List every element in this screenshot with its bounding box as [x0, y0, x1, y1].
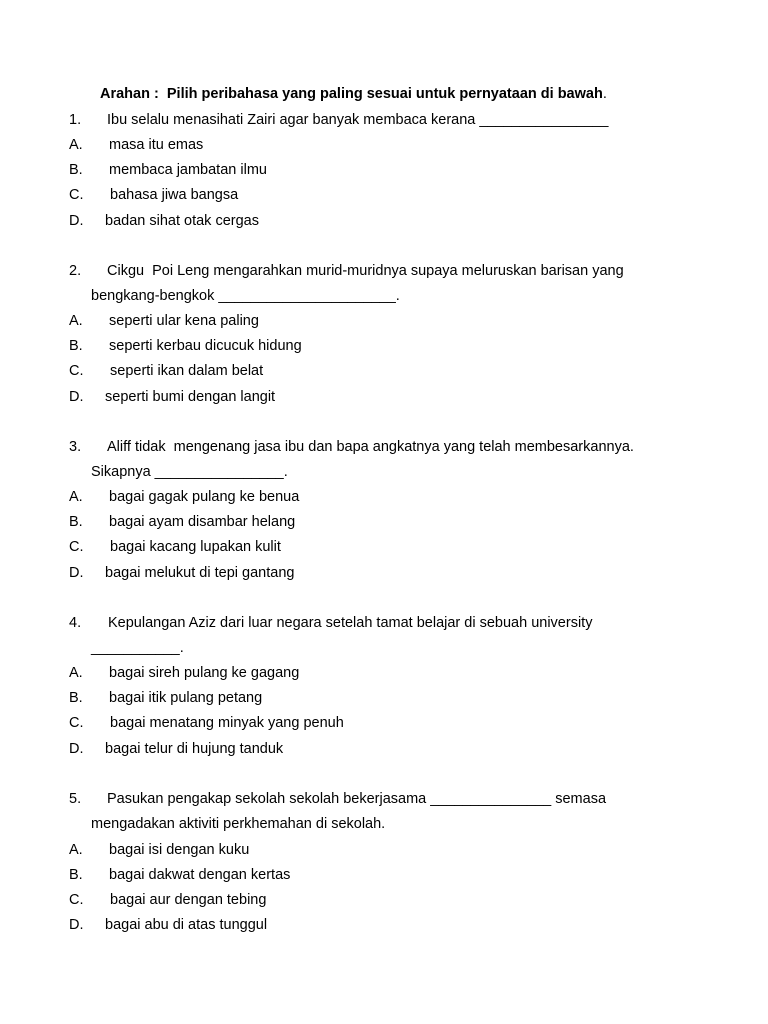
option-letter: A.	[69, 665, 83, 681]
question-text-continued: Sikapnya ________________.	[91, 464, 288, 480]
option-text: seperti ular kena paling	[109, 313, 259, 329]
option-text: badan sihat otak cergas	[105, 213, 259, 229]
option-text: bagai menatang minyak yang penuh	[110, 715, 344, 731]
option-letter: D.	[69, 565, 84, 581]
question-text-continued: ___________.	[91, 640, 184, 656]
option-letter: B.	[69, 867, 83, 883]
option-letter: D.	[69, 213, 84, 229]
question-text: Pasukan pengakap sekolah sekolah bekerjasama _______________ semasa	[107, 791, 607, 807]
question-text-continued: bengkang-bengkok ______________________.	[91, 288, 400, 304]
option-letter: A.	[69, 842, 83, 858]
question-text-continued: mengadakan aktiviti perkhemahan di sekolah.	[91, 816, 386, 832]
option-text: bagai sireh pulang ke gagang	[109, 665, 300, 681]
option-letter: D.	[69, 741, 84, 757]
option-text: bagai melukut di tepi gantang	[105, 565, 295, 581]
option-text: bagai itik pulang petang	[109, 690, 263, 706]
instruction-text: Pilih peribahasa yang paling sesuai untuk pernyataan di bawah	[166, 86, 603, 102]
option-text: bagai gagak pulang ke benua	[109, 489, 300, 505]
question-text: Cikgu Poi Leng mengarahkan murid-muridnya supaya meluruskan barisan yang	[107, 263, 624, 279]
option-text: bagai dakwat dengan kertas	[109, 867, 291, 883]
option-letter: B.	[69, 514, 83, 530]
option-letter: C.	[69, 363, 84, 379]
question-number: 2.	[69, 263, 82, 279]
question-number: 4.	[69, 615, 82, 631]
option-letter: D.	[69, 389, 84, 405]
option-letter: D.	[69, 917, 84, 933]
option-letter: C.	[69, 187, 84, 203]
option-text: bagai telur di hujung tanduk	[105, 741, 284, 757]
option-letter: A.	[69, 489, 83, 505]
question-text: Kepulangan Aziz dari luar negara setelah tamat belajar di sebuah university	[108, 615, 593, 631]
option-letter: A.	[69, 313, 83, 329]
option-text: bagai isi dengan kuku	[109, 842, 250, 858]
option-text: bagai abu di atas tunggul	[105, 917, 268, 933]
option-text: membaca jambatan ilmu	[109, 162, 267, 178]
option-text: bagai kacang lupakan kulit	[110, 539, 281, 555]
question-number: 5.	[69, 791, 82, 807]
question-text: Aliff tidak mengenang jasa ibu dan bapa angkatnya yang telah membesarkannya.	[107, 439, 634, 455]
instruction-label: Arahan :	[100, 86, 159, 102]
instruction-end: .	[602, 86, 607, 102]
option-letter: B.	[69, 162, 83, 178]
option-text: seperti ikan dalam belat	[110, 363, 264, 379]
option-text: bagai aur dengan tebing	[110, 892, 267, 908]
option-letter: C.	[69, 539, 84, 555]
instruction-heading	[100, 86, 607, 103]
question-number: 1.	[69, 112, 82, 128]
option-text: bagai ayam disambar helang	[109, 514, 296, 530]
option-letter: C.	[69, 715, 84, 731]
option-letter: C.	[69, 892, 84, 908]
option-letter: B.	[69, 690, 83, 706]
option-letter: A.	[69, 137, 83, 153]
question-text: Ibu selalu menasihati Zairi agar banyak membaca kerana ________________	[107, 112, 609, 128]
question-number: 3.	[69, 439, 82, 455]
option-text: masa itu emas	[109, 137, 204, 153]
option-letter: B.	[69, 338, 83, 354]
option-text: bahasa jiwa bangsa	[110, 187, 239, 203]
option-text: seperti bumi dengan langit	[105, 389, 276, 405]
option-text: seperti kerbau dicucuk hidung	[109, 338, 302, 354]
